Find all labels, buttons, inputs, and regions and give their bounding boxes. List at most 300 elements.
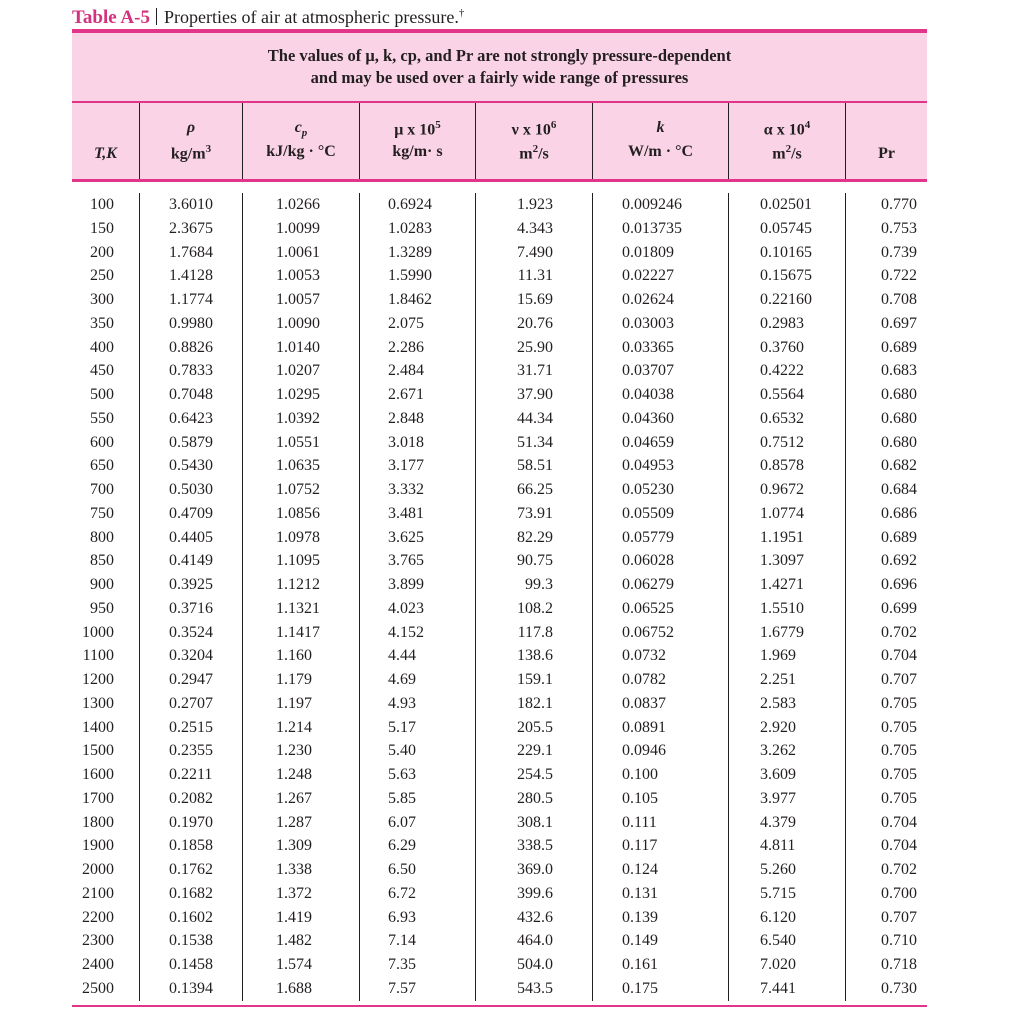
table-cell: 0.6924 — [388, 196, 432, 213]
table-cell: 1.0856 — [276, 504, 320, 522]
table-cell: 0.692 — [881, 552, 917, 570]
table-cell: 3.977 — [760, 789, 796, 807]
table-cell: 0.6423 — [169, 409, 213, 427]
table-cell: 0.708 — [881, 291, 917, 308]
table-cell: 0.15675 — [760, 267, 812, 285]
table-cell: 0.3204 — [169, 647, 213, 665]
table-cell: 0.149 — [622, 932, 658, 950]
table-cell: 0.753 — [881, 219, 917, 237]
header-conductivity — [593, 103, 729, 179]
header-prandtl — [846, 103, 927, 179]
column-viscosity — [360, 193, 476, 1001]
table-cell: 73.91 — [517, 504, 553, 522]
table-cell: 750 — [90, 504, 114, 522]
table-cell: 6.120 — [760, 908, 796, 926]
table-cell: 2.3675 — [169, 219, 213, 237]
header-diffusivity — [729, 103, 846, 179]
table-cell: 1.287 — [276, 813, 312, 831]
table-cell: 1.0774 — [760, 504, 804, 522]
table-cell: 504.0 — [517, 956, 553, 973]
table-cell: 0.04953 — [622, 457, 674, 475]
table-cell: 0.7512 — [760, 433, 804, 451]
table-cell: 3.765 — [388, 552, 424, 570]
table-cell: 0.3524 — [169, 623, 213, 641]
table-cell: 0.2211 — [169, 766, 213, 783]
air-properties-table — [72, 29, 927, 1007]
table-cell: 0.161 — [622, 956, 658, 973]
table-cell: 0.686 — [881, 504, 917, 522]
table-cell: 138.6 — [517, 647, 553, 665]
header-density-symbol: ρ — [186, 119, 196, 136]
table-cell: 1500 — [82, 742, 114, 760]
table-cell: 159.1 — [517, 671, 553, 688]
table-cell: 3.481 — [388, 504, 424, 522]
table-body — [72, 182, 927, 1005]
table-cell: 0.707 — [881, 671, 917, 688]
table-cell: 82.29 — [517, 528, 553, 546]
table-cell: 1.482 — [276, 932, 312, 950]
table-cell: 350 — [90, 314, 114, 332]
table-cell: 0.2082 — [169, 789, 213, 807]
table-cell: 369.0 — [517, 861, 553, 878]
bottom-rule — [72, 1005, 927, 1007]
header-diffusivity-unit: $m^2/s$ — [772, 143, 802, 163]
footnote-mark: † — [458, 7, 465, 19]
column-temperature — [72, 193, 140, 1001]
header-prandtl-label: Pr — [878, 145, 895, 162]
table-cell: 6.29 — [388, 837, 416, 855]
table-cell: 0.705 — [881, 742, 917, 760]
table-cell: 0.705 — [881, 789, 917, 807]
table-cell: 950 — [90, 599, 114, 617]
table-cell: 0.5564 — [760, 386, 804, 403]
table-cell: 0.03003 — [622, 314, 674, 332]
table-cell: 280.5 — [517, 789, 553, 807]
table-cell: 0.683 — [881, 362, 917, 380]
table-cell: 0.1458 — [169, 956, 213, 973]
table-cell: 0.5030 — [169, 481, 213, 498]
table-cell: 1.0551 — [276, 433, 320, 451]
table-cell: 0.7833 — [169, 362, 213, 380]
table-cell: 1.248 — [276, 766, 312, 783]
table-cell: 1.309 — [276, 837, 312, 855]
table-cell: 0.02501 — [760, 196, 812, 213]
table-cell: 1.3097 — [760, 552, 804, 570]
table-cell: 0.1538 — [169, 932, 213, 950]
title-divider — [156, 8, 157, 25]
table-cell: 2100 — [82, 884, 114, 902]
table-cell: 0.6532 — [760, 409, 804, 427]
table-cell: 1.4271 — [760, 576, 804, 593]
table-cell: 0.4709 — [169, 504, 213, 522]
table-cell: 0.9672 — [760, 481, 804, 498]
table-cell: 1.0392 — [276, 409, 320, 427]
table-cell: 2.848 — [388, 409, 424, 427]
table-cell: 338.5 — [517, 837, 553, 855]
table-cell: 1.0061 — [276, 243, 320, 261]
table-cell: 0.1970 — [169, 813, 213, 831]
table-cell: 1.6779 — [760, 623, 804, 641]
table-cell: 1.0978 — [276, 528, 320, 546]
table-cell: 0.05509 — [622, 504, 674, 522]
table-cell: 5.63 — [388, 766, 416, 783]
table-cell: 0.3925 — [169, 576, 213, 593]
table-cell: 0.105 — [622, 789, 658, 807]
table-cell: 1400 — [82, 718, 114, 736]
header-specific-heat — [243, 103, 360, 179]
table-cell: 20.76 — [517, 314, 553, 332]
table-cell: 4.343 — [517, 219, 553, 237]
header-diffusivity-symbol: α x $10^4$ — [763, 119, 811, 139]
header-viscosity-unit: kg/m· s — [392, 143, 443, 160]
column-prandtl — [846, 193, 927, 1001]
notice-line-1: The values of μ, k, cp, and Pr are not strongly pressure-dependent — [267, 46, 732, 65]
table-cell: 1.1212 — [276, 576, 320, 593]
header-temperature — [72, 103, 140, 179]
table-cell: 15.69 — [517, 291, 553, 308]
column-density — [140, 193, 243, 1001]
table-cell: 0.0782 — [622, 671, 666, 688]
table-cell: 0.02624 — [622, 291, 674, 308]
table-cell: 0.02227 — [622, 267, 674, 285]
table-cell: 0.009246 — [622, 196, 682, 213]
table-cell: 1.1095 — [276, 552, 320, 570]
table-cell: 543.5 — [517, 979, 553, 997]
table-cell: 182.1 — [517, 694, 553, 712]
table-cell: 3.332 — [388, 481, 424, 498]
table-cell: 229.1 — [517, 742, 553, 760]
table-cell: 0.1762 — [169, 861, 213, 878]
table-cell: 66.25 — [517, 481, 553, 498]
table-cell: 0.730 — [881, 979, 917, 997]
table-cell: 650 — [90, 457, 114, 475]
table-cell: 0.06279 — [622, 576, 674, 593]
table-label: Table A-5 — [72, 7, 150, 28]
table-cell: 1.5990 — [388, 267, 432, 285]
table-cell: 0.22160 — [760, 291, 812, 308]
table-cell: 0.697 — [881, 314, 917, 332]
table-cell: 0.131 — [622, 884, 658, 902]
table-cell: 7.020 — [760, 956, 796, 973]
table-cell: 0.1858 — [169, 837, 213, 855]
table-cell: 11.31 — [517, 267, 553, 285]
table-cell: 1.8462 — [388, 291, 432, 308]
table-cell: 254.5 — [517, 766, 553, 783]
table-cell: 0.710 — [881, 932, 917, 950]
table-cell: 6.93 — [388, 908, 416, 926]
table-cell: 0.06525 — [622, 599, 674, 617]
table-cell: 0.03707 — [622, 362, 674, 380]
table-cell: 0.05230 — [622, 481, 674, 498]
table-cell: 1.179 — [276, 671, 312, 688]
header-kinematic-viscosity-unit: $m^2/s$ — [519, 143, 549, 163]
table-cell: 0.2355 — [169, 742, 213, 760]
table-cell: 0.702 — [881, 623, 917, 641]
notice-line-2: and may be used over a fairly wide range of pressures — [310, 68, 689, 87]
table-cell: 1.1951 — [760, 528, 804, 546]
table-cell: 2.583 — [760, 694, 796, 712]
table-cell: 0.04659 — [622, 433, 674, 451]
table-cell: 0.1682 — [169, 884, 213, 902]
table-cell: 0.705 — [881, 766, 917, 783]
table-cell: 1.1774 — [169, 291, 213, 308]
table-cell: 5.260 — [760, 861, 796, 878]
table-cell: 464.0 — [517, 932, 553, 950]
table-cell: 58.51 — [517, 457, 553, 475]
table-cell: 0.013735 — [622, 219, 682, 237]
table-cell: 3.6010 — [169, 196, 213, 213]
table-cell: 2300 — [82, 932, 114, 950]
table-cell: 0.06752 — [622, 623, 674, 641]
table-cell: 0.689 — [881, 338, 917, 356]
table-cell: 500 — [90, 386, 114, 403]
table-cell: 0.680 — [881, 409, 917, 427]
table-cell: 6.72 — [388, 884, 416, 902]
table-cell: 0.4149 — [169, 552, 213, 570]
table-cell: 0.0732 — [622, 647, 666, 665]
table-cell: 2500 — [82, 979, 114, 997]
table-cell: 0.05745 — [760, 219, 812, 237]
header-kinematic-viscosity — [476, 103, 593, 179]
table-cell: 0.704 — [881, 647, 917, 665]
table-cell: 300 — [90, 291, 114, 308]
table-cell: 0.704 — [881, 813, 917, 831]
table-cell: 3.177 — [388, 457, 424, 475]
table-cell: 0.702 — [881, 861, 917, 878]
table-cell: 7.35 — [388, 956, 416, 973]
table-cell: 4.023 — [388, 599, 424, 617]
header-specific-heat-symbol: $c_p$ — [294, 119, 308, 140]
table-cell: 37.90 — [517, 386, 553, 403]
table-cell: 308.1 — [517, 813, 553, 831]
table-cell: 4.69 — [388, 671, 416, 688]
table-cell: 6.50 — [388, 861, 416, 878]
table-cell: 1.969 — [760, 647, 796, 665]
table-cell: 0.04038 — [622, 386, 674, 403]
table-cell: 7.57 — [388, 979, 416, 997]
table-cell: 1.214 — [276, 718, 312, 736]
table-cell: 2200 — [82, 908, 114, 926]
table-cell: 900 — [90, 576, 114, 593]
table-cell: 108.2 — [517, 599, 553, 617]
table-cell: 0.1602 — [169, 908, 213, 926]
table-cell: 1.230 — [276, 742, 312, 760]
table-cell: 1300 — [82, 694, 114, 712]
table-cell: 0.10165 — [760, 243, 812, 261]
table-cell: 2.920 — [760, 718, 796, 736]
table-cell: 0.2947 — [169, 671, 213, 688]
table-cell: 4.152 — [388, 623, 424, 641]
header-temperature-label: T,K — [94, 145, 117, 162]
table-cell: 5.85 — [388, 789, 416, 807]
table-cell: 0.0837 — [622, 694, 666, 712]
table-cell: 0.682 — [881, 457, 917, 475]
table-cell: 450 — [90, 362, 114, 380]
table-cell: 3.018 — [388, 433, 424, 451]
column-diffusivity — [729, 193, 846, 1001]
table-cell: 5.715 — [760, 884, 796, 902]
table-cell: 800 — [90, 528, 114, 546]
table-cell: 5.17 — [388, 718, 416, 736]
table-cell: 0.01809 — [622, 243, 674, 261]
table-cell: 432.6 — [517, 908, 553, 926]
table-cell: 0.5879 — [169, 433, 213, 451]
table-cell: 550 — [90, 409, 114, 427]
header-density-unit: $kg/m^3$ — [170, 143, 212, 163]
table-cell: 2000 — [82, 861, 114, 878]
header-viscosity-symbol: μ x $10^5$ — [394, 119, 441, 139]
table-cell: 1.923 — [517, 196, 553, 213]
table-cell: 0.124 — [622, 861, 658, 878]
table-cell: 205.5 — [517, 718, 553, 736]
table-cell: 1.160 — [276, 647, 312, 665]
table-cell: 0.722 — [881, 267, 917, 285]
table-cell: 0.8826 — [169, 338, 213, 356]
table-cell: 25.90 — [517, 338, 553, 356]
column-kinematic-viscosity — [476, 193, 593, 1001]
table-cell: 0.06028 — [622, 552, 674, 570]
table-cell: 1.0752 — [276, 481, 320, 498]
column-headers — [72, 103, 927, 179]
table-cell: 99.3 — [525, 576, 553, 593]
table-cell: 0.684 — [881, 481, 917, 498]
table-cell: 6.540 — [760, 932, 796, 950]
table-cell: 1.688 — [276, 979, 312, 997]
table-cell: 1.0283 — [388, 219, 432, 237]
table-cell: 0.770 — [881, 196, 917, 213]
table-cell: 0.704 — [881, 837, 917, 855]
table-cell: 0.680 — [881, 386, 917, 403]
table-cell: 3.609 — [760, 766, 796, 783]
table-cell: 4.44 — [388, 647, 416, 665]
table-cell: 150 — [90, 219, 114, 237]
table-cell: 0.705 — [881, 694, 917, 712]
caption-text: Properties of air at atmospheric pressure. — [163, 7, 459, 27]
table-cell: 1.419 — [276, 908, 312, 926]
table-cell: 0.705 — [881, 718, 917, 736]
table-cell: 1100 — [82, 647, 114, 665]
header-kinematic-viscosity-symbol: ν x $10^6$ — [511, 119, 557, 139]
table-cell: 0.700 — [881, 884, 917, 902]
table-cell: 0.117 — [622, 837, 658, 855]
table-cell: 2.251 — [760, 671, 796, 688]
table-cell: 7.490 — [517, 243, 553, 261]
table-cell: 0.0891 — [622, 718, 666, 736]
table-cell: 4.811 — [760, 837, 796, 855]
table-cell: 0.04360 — [622, 409, 674, 427]
header-conductivity-unit: W/m · °C — [627, 143, 694, 160]
table-cell: 100 — [90, 196, 114, 213]
header-density — [140, 103, 243, 179]
table-cell: 4.93 — [388, 694, 416, 712]
table-cell: 0.9980 — [169, 314, 213, 332]
table-cell: 2400 — [82, 956, 114, 973]
table-cell: 1.1417 — [276, 623, 320, 641]
table-cell: 7.441 — [760, 979, 796, 997]
table-cell: 700 — [90, 481, 114, 498]
table-cell: 2.286 — [388, 338, 424, 356]
table-cell: 31.71 — [517, 362, 553, 380]
table-cell: 1.0207 — [276, 362, 320, 380]
table-caption — [164, 7, 464, 27]
table-cell: 0.696 — [881, 576, 917, 593]
table-cell: 1.267 — [276, 789, 312, 807]
table-cell: 0.175 — [622, 979, 658, 997]
table-cell: 1.0090 — [276, 314, 320, 332]
table-cell: 0.2707 — [169, 694, 213, 712]
table-cell: 1.0295 — [276, 386, 320, 403]
table-cell: 1600 — [82, 766, 114, 783]
table-cell: 0.05779 — [622, 528, 674, 546]
table-cell: 399.6 — [517, 884, 553, 902]
table-cell: 0.1394 — [169, 979, 213, 997]
table-cell: 200 — [90, 243, 114, 261]
table-cell: 250 — [90, 267, 114, 285]
table-cell: 0.680 — [881, 433, 917, 451]
table-cell: 1.372 — [276, 884, 312, 902]
table-cell: 44.34 — [517, 409, 553, 427]
table-cell: 0.689 — [881, 528, 917, 546]
table-cell: 0.100 — [622, 766, 658, 783]
header-viscosity — [360, 103, 476, 179]
table-cell: 0.3716 — [169, 599, 213, 617]
table-cell: 600 — [90, 433, 114, 451]
table-cell: 5.40 — [388, 742, 416, 760]
table-cell: 1.7684 — [169, 243, 213, 261]
table-cell: 1.0140 — [276, 338, 320, 356]
table-cell: 1.5510 — [760, 599, 804, 617]
table-cell: 3.899 — [388, 576, 424, 593]
table-cell: 6.07 — [388, 813, 416, 831]
table-title — [72, 0, 952, 28]
table-cell: 0.707 — [881, 908, 917, 926]
column-conductivity — [593, 193, 729, 1001]
column-specific-heat — [243, 193, 360, 1001]
table-cell: 1900 — [82, 837, 114, 855]
table-cell: 1.3289 — [388, 243, 432, 261]
table-cell: 1.574 — [276, 956, 312, 973]
table-cell: 0.8578 — [760, 457, 804, 475]
table-cell: 1.0053 — [276, 267, 320, 285]
table-cell: 3.625 — [388, 528, 424, 546]
table-cell: 2.075 — [388, 314, 424, 332]
table-cell: 0.699 — [881, 599, 917, 617]
table-cell: 0.718 — [881, 956, 917, 973]
table-cell: 0.4405 — [169, 528, 213, 546]
table-cell: 4.379 — [760, 813, 796, 831]
table-cell: 51.34 — [517, 433, 553, 451]
table-cell: 1.0057 — [276, 291, 320, 308]
table-cell: 117.8 — [517, 623, 553, 641]
table-cell: 1800 — [82, 813, 114, 831]
table-cell: 0.0946 — [622, 742, 666, 760]
table-cell: 850 — [90, 552, 114, 570]
table-cell: 1.4128 — [169, 267, 213, 285]
table-cell: 1200 — [82, 671, 114, 688]
table-cell: 2.671 — [388, 386, 424, 403]
table-cell: 1.0099 — [276, 219, 320, 237]
table-cell: 1.0266 — [276, 196, 320, 213]
pressure-notice — [72, 33, 927, 101]
table-cell: 0.111 — [622, 813, 657, 831]
table-cell: 0.2983 — [760, 314, 804, 332]
table-cell: 0.5430 — [169, 457, 213, 475]
table-cell: 1700 — [82, 789, 114, 807]
table-cell: 0.2515 — [169, 718, 213, 736]
table-cell: 1.338 — [276, 861, 312, 878]
table-cell: 90.75 — [517, 552, 553, 570]
header-specific-heat-unit: kJ/kg · °C — [266, 143, 336, 160]
